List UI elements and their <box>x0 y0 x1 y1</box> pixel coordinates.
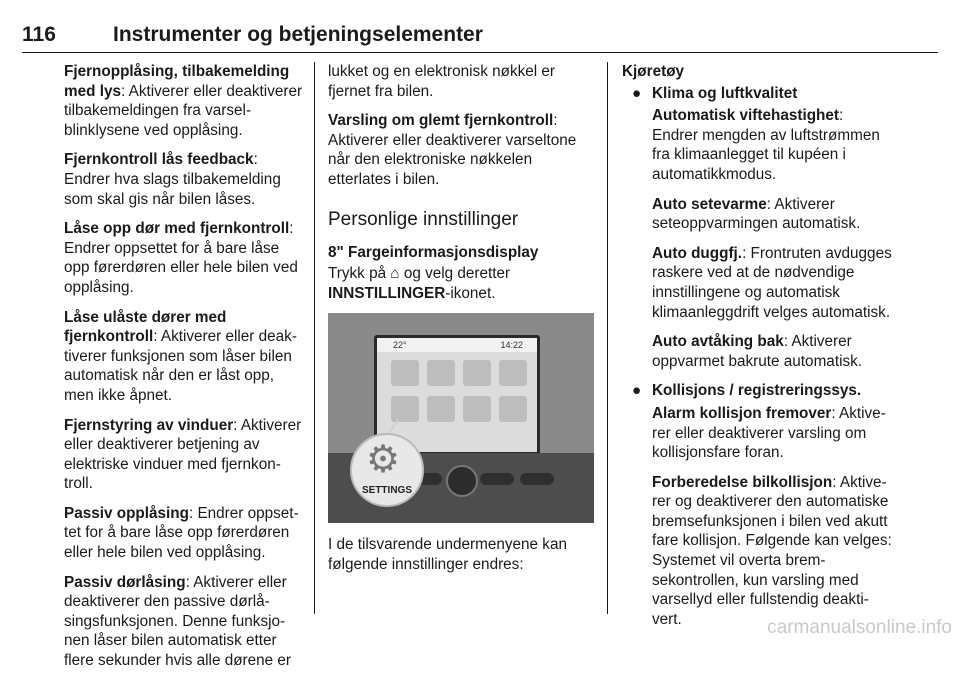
section-heading-vehicle: Kjøretøy <box>622 63 685 80</box>
panel-button <box>480 473 514 485</box>
setting-collision-preparation: Forberedelse bilkollisjon: Aktiverer og deaktiverer den automatiske bremsefunksjonen i bilen ved akutt fare kollisjon. Følgende kan velges: Systemet vil overta bremsekontrollen, kun varsling med varsellyd eller fullstendig deaktivert. <box>652 473 892 628</box>
bullet-dot: ● <box>632 382 642 400</box>
setting-passive-lock: Passiv dørlåsing: Aktiverer eller deaktiverer den passive dørlåsingsfunksjonen. Denne funksjonen låser bilen automatisk etter flere sekunder hvis alle dørene er <box>64 573 292 670</box>
setting-remote-door-unlock: Låse opp dør med fjernkontroll: Endrer oppsettet for å bare låse opp førerdøren eller hele bilen ved opplåsing. <box>64 220 298 296</box>
app-tile <box>427 396 455 422</box>
section-heading-personal-settings: Personlige innstillinger <box>328 208 519 230</box>
app-tile <box>391 396 419 422</box>
submenu-intro: I de tilsvarende undermenyene kan følgende innstillinger endres: <box>328 536 567 573</box>
app-tile <box>463 360 491 386</box>
app-tile <box>499 396 527 422</box>
passive-lock-continuation: lukket og en elektronisk nøkkel er fjernet fra bilen. <box>328 63 556 100</box>
app-tile <box>499 360 527 386</box>
column-2 <box>328 62 596 585</box>
setting-passive-unlock: Passiv opplåsing: Endrer oppsettet for å bare låse opp førerdøren eller hele bilen ved opplåsing. <box>64 504 299 562</box>
instruction-open-settings: Trykk på ⌂ og velg deretter INNSTILLINGER-ikonet. <box>328 265 511 302</box>
setting-auto-fan-speed: Automatisk viftehastighet: Endrer mengden av luftstrømmen fra klimaanlegget til kupéen i automatikkmodus. <box>652 107 880 183</box>
app-tile <box>463 396 491 422</box>
display-photo <box>328 313 594 523</box>
page-number: 116 <box>22 23 56 46</box>
setting-remote-windows: Fjernstyring av vinduer: Aktiverer eller deaktiverer betjening av elektriske vinduer med fjernkontroll. <box>64 416 302 493</box>
column-divider-1 <box>314 62 315 614</box>
app-tile <box>427 360 455 386</box>
bullet-climate: ● Klima og luftkvalitet <box>632 84 798 102</box>
app-tile <box>391 360 419 386</box>
settings-label: SETTINGS <box>361 485 412 497</box>
bullet-dot: ● <box>632 84 642 102</box>
settings-callout <box>350 433 424 507</box>
setting-auto-rear-defrost: Auto avtåking bak: Aktiverer oppvarmet bakrute automatisk. <box>652 333 863 370</box>
bullet-collision: ● Kollisjons / registreringssys. <box>632 382 862 400</box>
screen-temperature: 22° <box>393 340 407 351</box>
setting-forgotten-key-alert: Varsling om glemt fjernkontroll: Aktiverer eller deaktiverer varseltone når den elektroniske nøkkelen etterlates i bilen. <box>328 112 577 188</box>
home-icon: ⌂ <box>390 265 400 283</box>
setting-forward-collision-alert: Alarm kollisjon fremover: Aktiverer eller deaktiverer varsling om kollisjonsfare foran. <box>652 404 886 462</box>
gear-icon: ⚙ <box>366 439 401 482</box>
setting-auto-defog: Auto duggfj.: Frontruten avdugges raskere ved at de nødvendige innstillingene og automatisk klimaanleggdrift velges automatisk. <box>652 244 892 321</box>
panel-button <box>520 473 554 485</box>
subheading-display: 8" Fargeinformasjonsdisplay <box>328 243 539 261</box>
header-rule <box>22 52 938 53</box>
page-header <box>22 23 938 53</box>
chapter-title: Instrumenter og betjeningselementer <box>113 23 483 46</box>
screen-clock: 14:22 <box>500 340 523 351</box>
watermark: carmanualsonline.info <box>767 617 952 638</box>
setting-remote-lock-feedback: Fjernkontroll lås feedback: Endrer hva slags tilbakemelding som skal gis når bilen låses. <box>64 151 281 208</box>
setting-remote-relock: Låse ulåste dører med fjernkontroll: Aktiverer eller deaktiverer funksjonen som låser bilen automatisk når den er låst opp, men ikke åpnet. <box>64 308 297 404</box>
column-divider-2 <box>607 62 608 614</box>
column-3 <box>622 62 892 639</box>
setting-auto-seat-heating: Auto setevarme: Aktiverer seteoppvarmingen automatisk. <box>652 195 861 233</box>
setting-remote-unlock-light-feedback: Fjernopplåsing, tilbakemelding med lys: Aktiverer eller deaktiverer tilbakemeldingen fra varselblinklysene ved opplåsing. <box>64 63 303 139</box>
screen-status-bar <box>377 338 537 352</box>
column-1 <box>64 62 304 681</box>
